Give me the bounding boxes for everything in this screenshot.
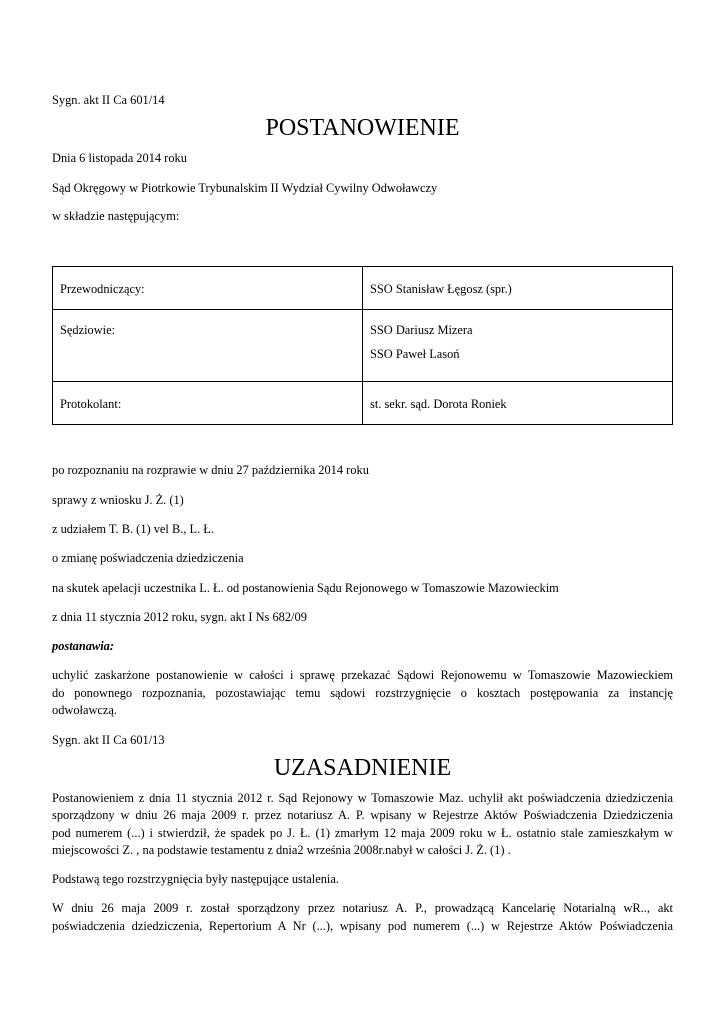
justification-line: W dniu 26 maja 2009 r. został sporządzony przez notariusz A. P., prowadzącą Kancelarię Notarialną wR.., akt xyxy=(52,901,673,915)
proceedings-line: na skutek apelacji uczestnika L. Ł. od postanowienia Sądu Rejonowego w Tomaszowie Mazowieckim xyxy=(52,581,559,595)
justification-paragraph: Podstawą tego rozstrzygnięcia były następujące ustalenia. xyxy=(52,872,339,886)
date-line: Dnia 6 listopada 2014 roku xyxy=(52,151,187,165)
proceedings-line: o zmianę poświadczenia dziedziczenia xyxy=(52,551,244,565)
panel-role-cell xyxy=(53,382,363,425)
panel-row-judges xyxy=(53,310,673,382)
proceedings-line: z udziałem T. B. (1) vel B., L. Ł. xyxy=(52,522,214,536)
composition-line: w składzie następującym: xyxy=(52,209,180,223)
panel-row-chair xyxy=(53,267,673,310)
court-line: Sąd Okręgowy w Piotrkowie Trybunalskim II Wydział Cywilny Odwoławczy xyxy=(52,181,438,195)
justification-line: miejscowości Z. , na podstawie testamentu z dnia2 września 2008r.nabył w całości J. Ż. (1) . xyxy=(52,843,511,857)
justification-line: pod numerem (...) i stwierdził, że spadek po J. Ł. (1) zmarłym 12 maja 2009 roku w Ł. ostatnio stale zamieszkałym w xyxy=(52,826,673,840)
justification-title: UZASADNIENIE xyxy=(273,755,452,781)
panel-role: Protokolant: xyxy=(60,397,122,411)
justification-line: poświadczenia dziedziczenia, Repertorium A Nr (...), wpisany pod numerem (...) w Rejestrze Aktów Poświadczenia xyxy=(52,919,673,933)
document-title: POSTANOWIENIE xyxy=(265,115,460,141)
justification-line: sporządzony w dniu 26 maja 2009 r. przez notariusz A. P. wpisany w Rejestrze Aktów Poświadczenia Dziedziczenia xyxy=(52,808,673,822)
panel-name: SSO Stanisław Łęgosz (spr.) xyxy=(370,282,512,296)
case-reference-top: Sygn. akt II Ca 601/14 xyxy=(52,93,165,107)
panel-names-cell xyxy=(363,382,673,425)
ruling-label: postanawia: xyxy=(52,639,114,653)
panel-names-cell xyxy=(363,310,673,382)
ruling-line: do ponownego rozpoznania, pozostawiając temu sądowi rozstrzygnięcie o kosztach postępowania za instancję xyxy=(52,686,673,700)
panel-role: Przewodniczący: xyxy=(60,282,145,296)
panel-name: SSO Paweł Lasoń xyxy=(370,347,460,361)
panel-name: SSO Dariusz Mizera xyxy=(370,323,473,337)
case-reference-justification: Sygn. akt II Ca 601/13 xyxy=(52,733,165,747)
panel-name: st. sekr. sąd. Dorota Roniek xyxy=(370,397,507,411)
panel-role: Sędziowie: xyxy=(60,323,116,337)
panel-row-clerk xyxy=(53,382,673,425)
proceedings-line: z dnia 11 stycznia 2012 roku, sygn. akt I Ns 682/09 xyxy=(52,610,307,624)
proceedings-line: po rozpoznaniu na rozprawie w dniu 27 października 2014 roku xyxy=(52,463,369,477)
ruling-line: odwoławczą. xyxy=(52,703,118,717)
panel-names-cell xyxy=(363,267,673,310)
panel-role-cell xyxy=(53,310,363,382)
proceedings-line: sprawy z wniosku J. Ż. (1) xyxy=(52,493,184,507)
panel-role-cell xyxy=(53,267,363,310)
justification-line: Postanowieniem z dnia 11 stycznia 2012 r. Sąd Rejonowy w Tomaszowie Maz. uchylił akt poświadczenia dziedziczenia xyxy=(52,791,673,805)
court-panel-table xyxy=(52,266,673,425)
ruling-line: uchylić zaskarżone postanowienie w całości i sprawę przekazać Sądowi Rejonowemu w Tomaszowie Mazowieckiem xyxy=(52,668,673,682)
